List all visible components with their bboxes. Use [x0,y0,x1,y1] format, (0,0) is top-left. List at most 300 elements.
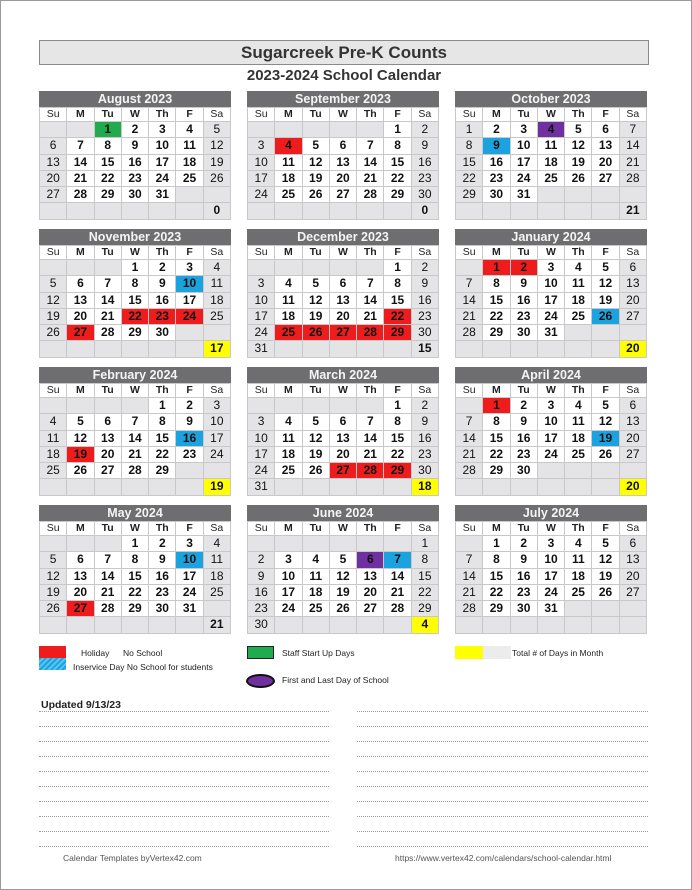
day-cell: 4 [303,552,330,568]
day-cell: 7 [456,552,483,568]
note-line[interactable] [39,772,329,787]
day-cell: 29 [456,187,483,203]
day-cell: 10 [275,569,302,585]
day-cell: 14 [122,431,149,447]
month-grid [39,383,231,496]
empty-cell [483,341,510,357]
day-cell: 9 [122,138,149,154]
day-cell: 8 [384,414,411,430]
empty-cell [620,601,647,617]
empty-cell [483,203,510,219]
month-total-days [620,617,647,633]
day-cell: 8 [483,552,510,568]
month-total-days: 17 [204,341,231,357]
day-cell: 24 [275,601,302,617]
day-cell: 12 [303,293,330,309]
day-cell: 5 [40,552,67,568]
weekday-header: Th [357,108,384,122]
day-cell: 18 [204,293,231,309]
note-line[interactable] [357,727,648,742]
month-title: September 2023 [247,91,439,107]
note-line[interactable] [39,757,329,772]
day-cell: 11 [538,138,565,154]
day-cell: 8 [456,138,483,154]
day-cell: 29 [483,601,510,617]
weekday-header: F [176,246,203,260]
day-cell: 10 [511,138,538,154]
note-line[interactable] [357,742,648,757]
weekday-header: W [122,522,149,536]
day-cell: 27 [620,585,647,601]
day-cell: 30 [149,601,176,617]
day-cell: 15 [122,569,149,585]
day-cell: 3 [176,536,203,552]
day-cell: 26 [565,171,592,187]
weekday-header: F [592,522,619,536]
day-cell: 24 [248,325,275,341]
day-cell: 24 [176,309,203,325]
day-cell: 1 [122,260,149,276]
day-cell: 29 [122,601,149,617]
weekday-header: F [176,384,203,398]
day-cell: 6 [357,552,384,568]
day-cell: 15 [149,431,176,447]
day-cell: 4 [40,414,67,430]
weekday-header: Th [149,108,176,122]
day-cell: 9 [149,276,176,292]
weekday-header: Sa [620,108,647,122]
day-cell: 23 [412,309,439,325]
empty-cell [122,203,149,219]
empty-cell [592,463,619,479]
month-calendar [247,367,439,496]
day-cell: 11 [565,414,592,430]
weekday-header: M [67,522,94,536]
weekday-header: Sa [620,384,647,398]
day-cell: 29 [122,325,149,341]
day-cell: 28 [95,325,122,341]
legend-inservice-label: Inservice Day No School for students [73,662,213,672]
day-cell: 2 [511,536,538,552]
day-cell: 10 [176,276,203,292]
day-cell: 19 [303,309,330,325]
day-cell: 31 [248,341,275,357]
day-cell: 1 [95,122,122,138]
day-cell: 2 [412,398,439,414]
legend-holiday-label: Holiday [81,648,110,658]
weekday-header: Su [248,522,275,536]
empty-cell [248,260,275,276]
day-cell: 26 [303,463,330,479]
day-cell: 11 [275,155,302,171]
note-line[interactable] [39,787,329,802]
day-cell: 11 [275,431,302,447]
day-cell: 21 [95,585,122,601]
day-cell: 7 [456,276,483,292]
day-cell: 10 [538,552,565,568]
day-cell: 5 [303,138,330,154]
day-cell: 16 [412,293,439,309]
weekday-header: Th [565,108,592,122]
note-line[interactable] [357,697,648,712]
day-cell: 26 [592,585,619,601]
empty-cell [620,187,647,203]
day-cell: 28 [456,325,483,341]
month-title: January 2024 [455,229,647,245]
day-cell: 13 [40,155,67,171]
weekday-header: Su [456,108,483,122]
day-cell: 25 [275,187,302,203]
weekday-header: F [592,246,619,260]
day-cell: 25 [275,325,302,341]
empty-cell [538,341,565,357]
day-cell: 28 [95,601,122,617]
empty-cell [40,260,67,276]
note-line[interactable] [357,757,648,772]
day-cell: 21 [456,309,483,325]
day-cell: 25 [303,601,330,617]
empty-cell [204,325,231,341]
empty-cell [67,479,94,495]
weekday-header: Su [248,108,275,122]
day-cell: 16 [149,569,176,585]
day-cell: 18 [275,309,302,325]
day-cell: 21 [456,447,483,463]
note-line[interactable] [39,817,329,832]
empty-cell [456,536,483,552]
day-cell: 26 [303,325,330,341]
note-line[interactable] [39,712,329,727]
day-cell: 6 [592,122,619,138]
day-cell: 23 [149,585,176,601]
weekday-header: F [384,108,411,122]
day-cell: 25 [176,171,203,187]
weekday-header: Su [456,522,483,536]
day-cell: 5 [592,398,619,414]
empty-cell [565,341,592,357]
empty-cell [149,341,176,357]
note-line[interactable] [357,802,648,817]
day-cell: 4 [275,414,302,430]
day-cell: 8 [122,552,149,568]
month-grid [247,383,439,496]
weekday-header: Sa [204,522,231,536]
day-cell: 1 [384,260,411,276]
weekday-header: M [483,246,510,260]
day-cell: 3 [248,138,275,154]
weekday-header: Th [565,246,592,260]
day-cell: 11 [204,276,231,292]
empty-cell [456,203,483,219]
weekday-header: Th [357,384,384,398]
day-cell: 11 [565,276,592,292]
day-cell: 26 [204,171,231,187]
empty-cell [357,341,384,357]
day-cell: 3 [511,122,538,138]
legend-first-last-label: First and Last Day of School [282,675,389,685]
empty-cell [330,398,357,414]
empty-cell [176,463,203,479]
weekday-header: Su [248,384,275,398]
day-cell: 6 [40,138,67,154]
empty-cell [592,203,619,219]
day-cell: 27 [592,171,619,187]
month-total-days: 21 [204,617,231,633]
empty-cell [67,617,94,633]
empty-cell [275,260,302,276]
day-cell: 18 [565,569,592,585]
day-cell: 15 [412,569,439,585]
month-title: May 2024 [39,505,231,521]
empty-cell [357,122,384,138]
notes-left[interactable] [39,697,329,847]
day-cell: 15 [95,155,122,171]
day-cell: 13 [330,155,357,171]
month-total-days: 0 [204,203,231,219]
day-cell: 28 [357,463,384,479]
day-cell: 4 [204,536,231,552]
day-cell: 3 [176,260,203,276]
empty-cell [538,479,565,495]
note-line[interactable] [357,772,648,787]
day-cell: 26 [592,309,619,325]
empty-cell [275,203,302,219]
day-cell: 22 [384,309,411,325]
day-cell: 9 [412,414,439,430]
empty-cell [176,479,203,495]
empty-cell [122,479,149,495]
day-cell: 25 [204,309,231,325]
month-calendar [39,229,231,358]
weekday-header: M [483,522,510,536]
day-cell: 23 [176,447,203,463]
weekday-header: Th [565,384,592,398]
weekday-header: F [384,246,411,260]
empty-cell [620,463,647,479]
day-cell: 26 [303,187,330,203]
day-cell: 10 [538,276,565,292]
day-cell: 29 [149,463,176,479]
day-cell: 10 [248,293,275,309]
weekday-header: W [122,384,149,398]
weekday-header: M [275,522,302,536]
day-cell: 4 [565,398,592,414]
empty-cell [176,187,203,203]
empty-cell [40,479,67,495]
empty-cell [357,479,384,495]
month-total-days: 18 [412,479,439,495]
day-cell: 27 [40,187,67,203]
weekday-header: W [330,522,357,536]
day-cell: 21 [357,171,384,187]
day-cell: 12 [592,552,619,568]
weekday-header: Sa [620,522,647,536]
day-cell: 27 [67,601,94,617]
day-cell: 26 [67,463,94,479]
note-line[interactable] [357,832,648,847]
weekday-header: W [538,246,565,260]
weekday-header: M [483,384,510,398]
empty-cell [592,601,619,617]
day-cell: 29 [384,463,411,479]
note-line[interactable] [39,727,329,742]
day-cell: 3 [275,552,302,568]
day-cell: 19 [40,585,67,601]
notes-right[interactable] [357,697,648,847]
day-cell: 17 [248,171,275,187]
empty-cell [95,341,122,357]
empty-cell [538,617,565,633]
weekday-header: Su [40,108,67,122]
day-cell: 21 [357,309,384,325]
empty-cell [275,398,302,414]
day-cell: 5 [330,552,357,568]
day-cell: 5 [592,260,619,276]
empty-cell [565,617,592,633]
weekday-header: W [330,108,357,122]
day-cell: 17 [149,155,176,171]
note-line[interactable] [39,832,329,847]
note-line[interactable] [39,742,329,757]
day-cell: 4 [176,122,203,138]
day-cell: 15 [384,293,411,309]
empty-cell [204,601,231,617]
month-calendar [455,91,647,220]
day-cell: 12 [565,138,592,154]
day-cell: 15 [384,431,411,447]
empty-cell [275,536,302,552]
day-cell: 5 [67,414,94,430]
note-line[interactable] [357,712,648,727]
day-cell: 13 [330,293,357,309]
day-cell: 27 [620,309,647,325]
note-line[interactable] [357,787,648,802]
day-cell: 29 [483,325,510,341]
day-cell: 20 [67,585,94,601]
empty-cell [456,479,483,495]
day-cell: 12 [67,431,94,447]
note-line[interactable] [357,817,648,832]
day-cell: 7 [95,276,122,292]
first-last-day-swatch [246,674,275,688]
empty-cell [95,536,122,552]
day-cell: 11 [204,552,231,568]
day-cell: 7 [357,414,384,430]
day-cell: 17 [248,447,275,463]
day-cell: 13 [620,552,647,568]
day-cell: 17 [511,155,538,171]
day-cell: 13 [620,276,647,292]
day-cell: 24 [538,309,565,325]
empty-cell [456,617,483,633]
day-cell: 7 [620,122,647,138]
day-cell: 16 [511,569,538,585]
weekday-header: Su [456,384,483,398]
month-title: April 2024 [455,367,647,383]
empty-cell [384,617,411,633]
weekday-header: F [592,384,619,398]
empty-cell [275,479,302,495]
weekday-header: M [67,246,94,260]
day-cell: 11 [275,293,302,309]
note-line[interactable] [39,697,329,712]
day-cell: 15 [456,155,483,171]
day-cell: 5 [565,122,592,138]
month-calendar [455,505,647,634]
empty-cell [303,536,330,552]
note-line[interactable] [39,802,329,817]
empty-cell [384,479,411,495]
weekday-header: Tu [303,384,330,398]
weekday-header: F [592,108,619,122]
day-cell: 14 [357,431,384,447]
day-cell: 31 [538,325,565,341]
day-cell: 3 [248,276,275,292]
empty-cell [592,341,619,357]
weekday-header: Sa [204,246,231,260]
empty-cell [248,536,275,552]
month-calendar [455,367,647,496]
empty-cell [357,617,384,633]
day-cell: 25 [565,447,592,463]
day-cell: 4 [275,276,302,292]
day-cell: 5 [204,122,231,138]
day-cell: 30 [412,187,439,203]
day-cell: 30 [122,187,149,203]
day-cell: 6 [620,260,647,276]
empty-cell [176,203,203,219]
day-cell: 28 [67,187,94,203]
day-cell: 14 [456,293,483,309]
empty-cell [67,341,94,357]
day-cell: 2 [149,260,176,276]
day-cell: 9 [149,552,176,568]
empty-cell [511,341,538,357]
empty-cell [592,325,619,341]
weekday-header: M [275,246,302,260]
calendar-title: Sugarcreek Pre-K Counts [39,40,649,65]
day-cell: 9 [483,138,510,154]
day-cell: 24 [248,187,275,203]
day-cell: 27 [620,447,647,463]
weekday-header: W [330,246,357,260]
empty-cell [40,341,67,357]
empty-cell [248,398,275,414]
day-cell: 19 [565,155,592,171]
empty-cell [357,398,384,414]
day-cell: 9 [412,276,439,292]
month-grid [39,245,231,358]
day-cell: 8 [483,414,510,430]
day-cell: 7 [456,414,483,430]
empty-cell [176,341,203,357]
weekday-header: Tu [303,522,330,536]
day-cell: 16 [511,293,538,309]
day-cell: 2 [176,398,203,414]
month-total-days: 0 [412,203,439,219]
day-cell: 31 [149,187,176,203]
day-cell: 6 [330,276,357,292]
day-cell: 25 [40,463,67,479]
day-cell: 11 [565,552,592,568]
footer-url[interactable]: https://www.vertex42.com/calendars/school-calendar.html [395,853,612,863]
day-cell: 30 [412,463,439,479]
weekday-header: Su [40,246,67,260]
day-cell: 3 [248,414,275,430]
weekday-header: Tu [95,108,122,122]
day-cell: 9 [412,138,439,154]
empty-cell [565,601,592,617]
